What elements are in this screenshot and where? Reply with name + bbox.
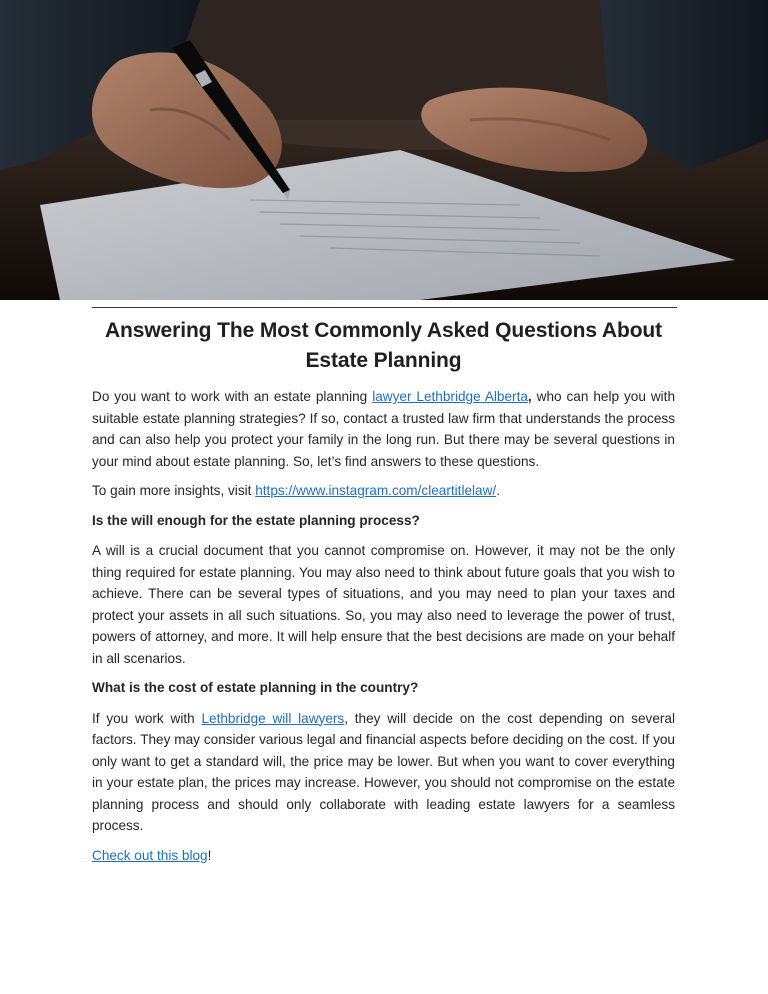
lawyer-lethbridge-alberta-link[interactable]: lawyer Lethbridge Alberta bbox=[372, 389, 528, 404]
intro-text-start: Do you want to work with an estate planning bbox=[92, 389, 373, 404]
cta-paragraph bbox=[92, 845, 675, 867]
insights-text: To gain more insights, visit bbox=[92, 483, 256, 498]
instagram-link[interactable]: https://www.instagram.com/cleartitlelaw/ bbox=[255, 483, 497, 498]
cta-exclamation: ! bbox=[207, 847, 212, 863]
article bbox=[92, 316, 675, 874]
question-heading-cost: What is the cost of estate planning in the country? bbox=[92, 680, 419, 695]
article-title: Answering The Most Commonly Asked Questions About Estate Planning bbox=[104, 319, 663, 372]
header-divider bbox=[92, 307, 677, 308]
cost-text-start: If you work with bbox=[92, 710, 202, 726]
insights-paragraph bbox=[92, 480, 675, 502]
check-out-blog-link[interactable]: Check out this blog bbox=[92, 847, 208, 863]
answer-will-paragraph: A will is a crucial document that you cannot compromise on. However, it may not be the only thing required for estate planning. You may also need to think about future goals that you wish to achieve. There can be several types of situations, and you may need to plan your taxes and protect your assets in all such situations. So, you may also need to leverage the power of trust, powers of attorney, and more. It will help ensure that the best decisions are made on your behalf in all scenarios. bbox=[92, 543, 675, 666]
intro-paragraph bbox=[92, 386, 675, 472]
hero-image bbox=[0, 0, 768, 300]
photo-hands-signing-document-icon bbox=[0, 0, 768, 300]
answer-cost-paragraph bbox=[92, 708, 675, 837]
insights-period: . bbox=[496, 483, 500, 498]
intro-comma: , bbox=[527, 389, 532, 404]
intro-text-end: who can help you with suitable estate planning strategies? If so, contact a trusted law firm that understands the process and can also help you protect your family in the long run. But there may be several questions in your mind about estate planning. So, let’s find answers to these questions. bbox=[92, 389, 676, 469]
question-heading-will: Is the will enough for the estate planning process? bbox=[92, 512, 420, 528]
cost-text-end: , they will decide on the cost depending on several factors. They may consider various legal and financial aspects before deciding on the cost. If you only want to get a standard will, the price may be lower. But when you want to cover everything in your estate plan, the prices may increase. However, you should not compromise on the estate planning process and should only collaborate with leading estate lawyers for a seamless process. bbox=[92, 710, 675, 833]
lethbridge-will-lawyers-link[interactable]: Lethbridge will lawyers bbox=[201, 710, 345, 726]
